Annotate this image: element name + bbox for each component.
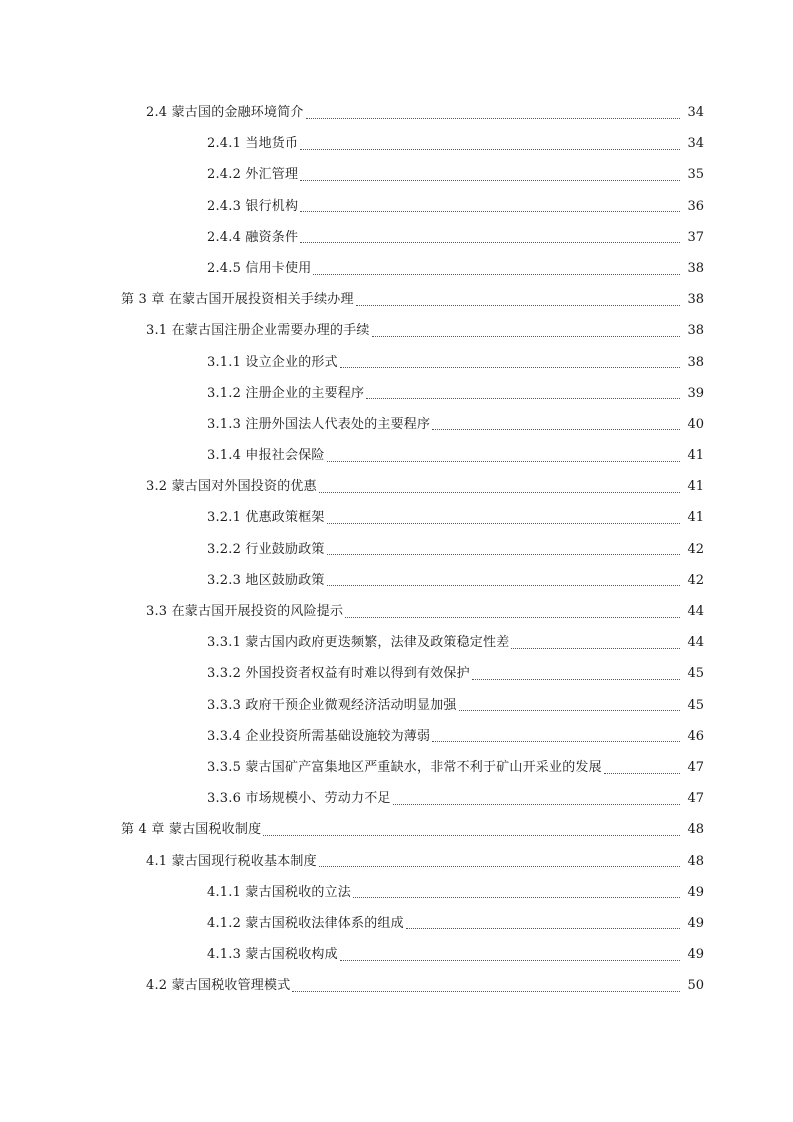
toc-entry-title: 3.3.6 市场规模小、劳动力不足 xyxy=(207,791,391,807)
toc-dot-leader xyxy=(340,959,680,961)
toc-entry-title: 4.2 蒙古国税收管理模式 xyxy=(146,978,291,994)
toc-entry[interactable] xyxy=(0,939,793,970)
toc-entry-title: 3.2.2 行业鼓励政策 xyxy=(207,541,325,557)
toc-entry-title: 3.3.2 外国投资者权益有时难以得到有效保护 xyxy=(207,666,470,682)
toc-entry[interactable] xyxy=(0,846,793,877)
toc-entry-title: 3.2.3 地区鼓励政策 xyxy=(207,572,325,588)
toc-dot-leader xyxy=(345,616,680,618)
toc-entry-title: 3.1.4 申报社会保险 xyxy=(207,448,325,464)
toc-entry-page-number: 49 xyxy=(687,947,704,963)
toc-entry-title: 3.2.1 优惠政策框架 xyxy=(207,510,325,526)
toc-entry-title: 3.3.3 政府干预企业微观经济活动明显加强 xyxy=(207,697,457,713)
toc-entry-page-number: 41 xyxy=(687,510,704,526)
toc-entry-page-number: 48 xyxy=(687,822,704,838)
toc-entry-title: 3.1.3 注册外国法人代表处的主要程序 xyxy=(207,416,431,432)
toc-entry-title: 4.1.1 蒙古国税收的立法 xyxy=(207,884,352,900)
toc-dot-leader xyxy=(372,335,680,337)
toc-entry-title: 2.4 蒙古国的金融环境简介 xyxy=(146,105,304,120)
toc-dot-leader xyxy=(356,304,680,306)
toc-entry-title: 2.4.3 银行机构 xyxy=(207,198,299,214)
toc-dot-leader xyxy=(340,366,680,368)
toc-entry-title: 4.1 蒙古国现行税收基本制度 xyxy=(146,853,317,869)
toc-entry-page-number: 38 xyxy=(687,323,704,339)
toc-entry-page-number: 50 xyxy=(687,978,704,994)
toc-entry[interactable] xyxy=(0,222,793,253)
toc-dot-leader xyxy=(263,834,680,836)
toc-entry-title: 4.1.3 蒙古国税收构成 xyxy=(207,947,338,963)
toc-entry[interactable] xyxy=(0,502,793,533)
toc-entry[interactable] xyxy=(0,409,793,440)
toc-entry[interactable] xyxy=(0,440,793,471)
toc-entry[interactable] xyxy=(0,378,793,409)
toc-entry-page-number: 44 xyxy=(687,604,704,619)
toc-entry-page-number: 42 xyxy=(687,541,704,557)
toc-dot-leader xyxy=(393,803,680,805)
toc-dot-leader xyxy=(319,491,680,493)
toc-entry-title: 3.1.2 注册企业的主要程序 xyxy=(207,385,365,401)
toc-entry-page-number: 36 xyxy=(687,198,704,214)
toc-dot-leader xyxy=(327,460,680,462)
toc-entry-title: 2.4.4 融资条件 xyxy=(207,229,299,245)
toc-dot-leader xyxy=(406,927,680,929)
toc-entry[interactable] xyxy=(0,908,793,939)
toc-entry-page-number: 39 xyxy=(687,385,704,401)
toc-dot-leader xyxy=(327,584,680,586)
toc-entry-page-number: 38 xyxy=(687,354,704,370)
toc-dot-leader xyxy=(472,678,680,680)
toc-entry[interactable] xyxy=(0,596,793,627)
toc-dot-leader xyxy=(432,740,680,742)
toc-entry-page-number: 37 xyxy=(687,229,704,245)
toc-dot-leader xyxy=(300,148,680,150)
toc-entry-page-number: 41 xyxy=(687,448,704,464)
toc-entry[interactable] xyxy=(0,752,793,783)
toc-entry-page-number: 45 xyxy=(687,666,704,682)
toc-entry-page-number: 38 xyxy=(687,292,704,308)
toc-entry[interactable] xyxy=(0,565,793,596)
toc-entry-page-number: 46 xyxy=(687,728,704,744)
toc-dot-leader xyxy=(292,990,680,992)
toc-entry-title: 2.4.2 外汇管理 xyxy=(207,167,299,183)
toc-entry-title: 2.4.5 信用卡使用 xyxy=(207,260,312,276)
toc-dot-leader xyxy=(353,896,680,898)
toc-dot-leader xyxy=(511,647,680,649)
toc-entry[interactable] xyxy=(0,191,793,222)
toc-entry-title: 4.1.2 蒙古国税收法律体系的组成 xyxy=(207,915,404,931)
toc-entry-title: 3.2 蒙古国对外国投资的优惠 xyxy=(146,479,317,495)
toc-entry-title: 3.3 在蒙古国开展投资的风险提示 xyxy=(146,604,344,619)
toc-entry[interactable] xyxy=(0,721,793,752)
toc-dot-leader xyxy=(306,117,680,119)
toc-entry-title: 第 4 章 蒙古国税收制度 xyxy=(121,822,262,838)
toc-dot-leader xyxy=(459,709,680,711)
toc-entry[interactable] xyxy=(0,159,793,190)
toc-entry-page-number: 38 xyxy=(687,260,704,276)
toc-dot-leader xyxy=(327,522,680,524)
toc-entry-page-number: 42 xyxy=(687,572,704,588)
table-of-contents xyxy=(0,97,793,1001)
toc-entry-title: 2.4.1 当地货币 xyxy=(207,136,299,152)
toc-entry-page-number: 40 xyxy=(687,416,704,432)
toc-entry-page-number: 34 xyxy=(687,136,704,152)
toc-entry[interactable] xyxy=(0,877,793,908)
toc-dot-leader xyxy=(327,553,680,555)
toc-entry-title: 3.3.1 蒙古国内政府更迭频繁，法律及政策稳定性差 xyxy=(207,635,510,651)
toc-entry-title: 第 3 章 在蒙古国开展投资相关手续办理 xyxy=(121,292,354,308)
toc-entry-page-number: 47 xyxy=(687,759,704,775)
toc-entry-page-number: 35 xyxy=(687,167,704,183)
toc-entry-title: 3.3.4 企业投资所需基础设施较为薄弱 xyxy=(207,728,431,744)
toc-entry-page-number: 49 xyxy=(687,884,704,900)
toc-entry[interactable] xyxy=(0,627,793,658)
toc-entry-page-number: 45 xyxy=(687,697,704,713)
toc-dot-leader xyxy=(366,397,680,399)
toc-entry-page-number: 44 xyxy=(687,635,704,651)
toc-entry-page-number: 47 xyxy=(687,791,704,807)
toc-dot-leader xyxy=(604,772,680,774)
toc-entry[interactable] xyxy=(0,471,793,502)
toc-entry[interactable] xyxy=(0,690,793,721)
toc-entry[interactable] xyxy=(0,534,793,565)
toc-entry[interactable] xyxy=(0,814,793,845)
toc-entry-page-number: 34 xyxy=(687,105,704,120)
toc-entry-page-number: 49 xyxy=(687,915,704,931)
toc-dot-leader xyxy=(300,241,680,243)
toc-dot-leader xyxy=(319,865,680,867)
toc-entry-page-number: 48 xyxy=(687,853,704,869)
toc-entry[interactable] xyxy=(0,315,793,346)
toc-entry[interactable] xyxy=(0,284,793,315)
toc-dot-leader xyxy=(313,273,680,275)
toc-entry[interactable] xyxy=(0,970,793,1001)
toc-entry[interactable] xyxy=(0,783,793,814)
toc-entry-title: 3.1.1 设立企业的形式 xyxy=(207,354,338,370)
toc-dot-leader xyxy=(432,428,680,430)
toc-entry[interactable] xyxy=(0,97,793,128)
toc-entry[interactable] xyxy=(0,347,793,378)
toc-dot-leader xyxy=(300,179,680,181)
toc-entry[interactable] xyxy=(0,128,793,159)
toc-entry-title: 3.3.5 蒙古国矿产富集地区严重缺水，非常不利于矿山开采业的发展 xyxy=(207,759,602,775)
toc-entry[interactable] xyxy=(0,253,793,284)
toc-entry[interactable] xyxy=(0,658,793,689)
toc-entry-page-number: 41 xyxy=(687,479,704,495)
toc-dot-leader xyxy=(300,210,680,212)
toc-entry-title: 3.1 在蒙古国注册企业需要办理的手续 xyxy=(146,323,370,339)
